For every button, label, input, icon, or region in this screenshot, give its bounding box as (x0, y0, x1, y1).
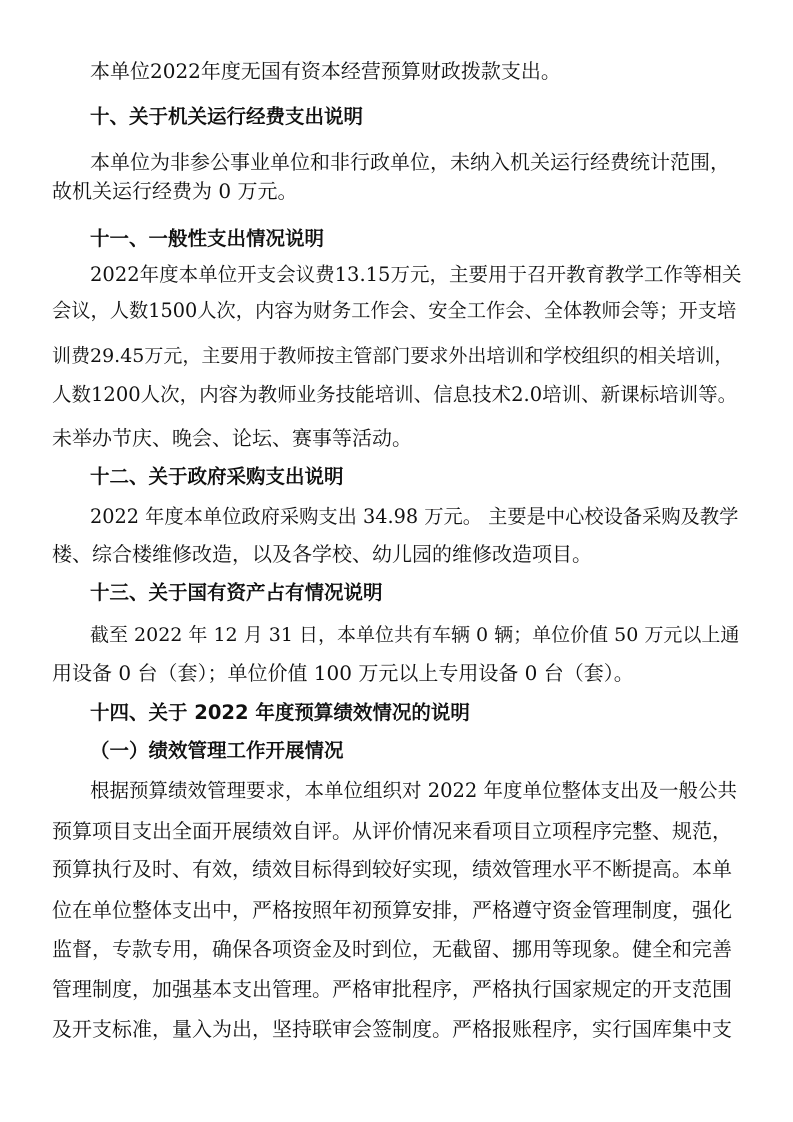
paragraph-line: 本单位为非参公事业单位和非行政单位，未纳入机关运行经费统计范围， (90, 150, 730, 174)
section-heading: 十一、一般性支出情况说明 (90, 227, 325, 250)
paragraph-line: 监督，专款专用，确保各项资金及时到位，无截留、挪用等现象。健全和完善 (52, 937, 732, 961)
section-heading: 十二、关于政府采购支出说明 (90, 465, 344, 488)
paragraph-line: 预算项目支出全面开展绩效自评。从评价情况来看项目立项程序完整、规范， (52, 819, 732, 843)
paragraph-line: 2022年度本单位开支会议费13.15万元，主要用于召开教育教学工作等相关 (90, 263, 742, 286)
paragraph-line: 未举办节庆、晚会、论坛、赛事等活动。 (52, 426, 412, 450)
paragraph-line: 本单位2022年度无国有资本经营预算财政拨款支出。 (90, 59, 561, 83)
subsection-heading: （一）绩效管理工作开展情况 (90, 739, 344, 762)
paragraph-line: 根据预算绩效管理要求，本单位组织对 2022 年度单位整体支出及一般公共 (90, 779, 738, 802)
section-heading: 十、关于机关运行经费支出说明 (90, 105, 364, 128)
paragraph-line: 2022 年度本单位政府采购支出 34.98 万元。 主要是中心校设备采购及教学 (90, 505, 739, 528)
section-heading: 十四、关于 2022 年度预算绩效情况的说明 (90, 701, 470, 724)
section-heading: 十三、关于国有资产占有情况说明 (90, 581, 383, 604)
paragraph-line: 故机关运行经费为 0 万元。 (52, 179, 298, 203)
paragraph-line: 会议，人数1500人次，内容为财务工作会、安全工作会、全体教师会等；开支培 (52, 299, 737, 322)
paragraph-line: 训费29.45万元，主要用于教师按主管部门要求外出培训和学校组织的相关培训， (52, 345, 734, 367)
paragraph-line: 及开支标准，量入为出，坚持联审会签制度。严格报账程序，实行国库集中支 (52, 1017, 732, 1041)
paragraph-line: 位在单位整体支出中，严格按照年初预算安排，严格遵守资金管理制度，强化 (52, 898, 732, 922)
paragraph-line: 人数1200人次，内容为教师业务技能培训、信息技术2.0培训、新课标培训等。 (52, 383, 738, 406)
paragraph-line: 用设备 0 台（套）；单位价值 100 万元以上专用设备 0 台（套）。 (52, 661, 634, 685)
paragraph-line: 截至 2022 年 12 月 31 日，本单位共有车辆 0 辆；单位价值 50 万元以上通 (90, 624, 740, 646)
paragraph-line: 管理制度，加强基本支出管理。严格审批程序，严格执行国家规定的开支范围 (52, 977, 732, 1001)
paragraph-line: 预算执行及时、有效，绩效目标得到较好实现，绩效管理水平不断提高。本单 (52, 857, 732, 881)
paragraph-line: 楼、综合楼维修改造，以及各学校、幼儿园的维修改造项目。 (52, 542, 592, 566)
